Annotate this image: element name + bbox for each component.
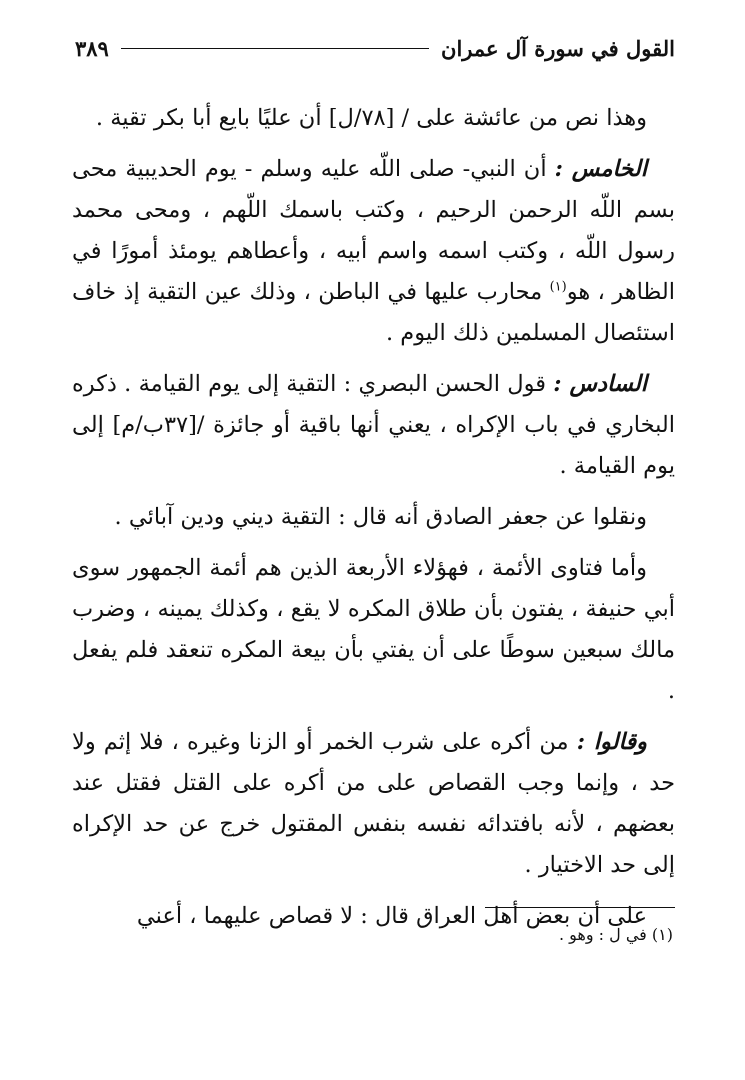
paragraph-5: وأما فتاوى الأئمة ، فهؤلاء الأربعة الذين هم أئمة الجمهور سوى أبي حنيفة ، يفتون بأن طلاق المكره لا يقع ، وكذلك يمينه ، وضرب مالك سبعين سوطًا على أن يفتي بأن بيعة المكره تنعقد فلم يفعل . xyxy=(72,555,675,704)
section-lead-fifth: الخامس : xyxy=(554,156,647,182)
paragraph-1: وهذا نص من عائشة على / [٧٨/ل] أن عليًا بايع أبا بكر تقية . xyxy=(95,105,647,131)
running-header xyxy=(75,28,675,68)
paragraph-3-text: قول الحسن البصري : التقية إلى يوم القيامة . ذكره البخاري في باب الإكراه ، يعني أنها باقية أو جائزة /[٣٧ب/م] إلى يوم القيامة . xyxy=(72,371,675,479)
paragraph-4: ونقلوا عن جعفر الصادق أنه قال : التقية ديني ودين آبائي . xyxy=(114,504,647,530)
footnote-marker: (١) xyxy=(549,279,567,295)
footnote-1: (١) في ل : وهو . xyxy=(558,925,673,944)
footnote-rule xyxy=(485,907,675,908)
paragraph-6 xyxy=(72,722,675,886)
header-rule xyxy=(121,48,429,49)
running-title: القول في سورة آل عمران xyxy=(441,35,675,61)
section-lead-they-said: وقالوا : xyxy=(576,729,647,755)
section-lead-sixth: السادس : xyxy=(553,371,647,397)
page-number: ٣٨٩ xyxy=(75,35,109,61)
paragraph-2 xyxy=(72,149,675,354)
main-text xyxy=(72,98,675,937)
paragraph-2-text-a: أن النبي- صلى اللّه عليه وسلم - يوم الحديبية محى بسم اللّه الرحمن الرحيم ، وكتب باسمك اللّهم ، ومحى محمد رسول اللّه ، وكتب اسمه واسم أبيه ، وأعطاهم يومئذ أمورًا في الظاهر ، هو xyxy=(72,156,675,305)
paragraph-6-text: من أكره على شرب الخمر أو الزنا وغيره ، فلا إثم ولا حد ، وإنما وجب القصاص على من أكره على القتل فقتل عند بعضهم ، لأنه بافتدائه نفسه بنفس المقتول خرج عن حد الإكراه إلى حد الاختيار . xyxy=(72,729,675,878)
paragraph-3 xyxy=(72,364,675,487)
paragraph-2-text-b: محارب عليها في الباطن ، وذلك عين التقية إذ خاف استئصال المسلمين ذلك اليوم . xyxy=(72,279,675,346)
paragraph-7: على أن بعض أهل العراق قال : لا قصاص عليهما ، أعني xyxy=(136,903,647,929)
